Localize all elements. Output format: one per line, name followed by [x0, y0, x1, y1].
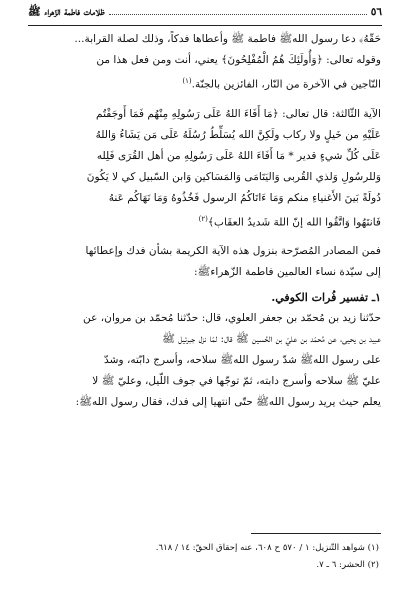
text-line: وَللرسُولِ وَلذي القُربى وَاليَتَامَى وَالمَسَاكين وَابن السّبيل كي لا يَكُونَ	[86, 170, 381, 183]
text-line: عليّ ﷺ سلاحه وأسرج دابته، ثمّ توجّها في جوف اللّيل، وعليّ ﷺ لا	[92, 375, 381, 388]
text-line: عبيد بن يحيى، عن مُحمّد بن عليّ بن الحُسين ﷺ قال: لمّا نزل جبرئيل ﷺ	[162, 333, 381, 346]
header-rule	[28, 25, 382, 26]
main-text	[30, 29, 381, 413]
text-line: إلى سيّدة نساء العالمين فاطمة الزّهراءﷺ:	[193, 266, 381, 279]
text-line: وقوله تعالى: ﴿وَأُولَئِكَ هُمُ الْمُفْلِحُونَ﴾ يعني، أنت ومن فعل هذا من	[96, 54, 381, 66]
text-line: عَلَى كُلِّ شيءٍ قدير * مَا أَفَاءَ اللهُ عَلَى رَسُولِهِ من أهل القُرَى فَلِله	[96, 149, 381, 162]
text-line: يعلم حيث يريد رسول اللهﷺ حتّى انتهيا إلى فدك، فقال رسول اللهﷺ:	[75, 396, 381, 409]
footnotes	[30, 540, 379, 574]
page-header	[28, 6, 382, 24]
text-span: فَانتَهُوا وَاتَّقُوا الله إنّ اللهَ شَديدُ العقَاب﴾	[207, 216, 381, 229]
footnote: (١) شواهد التّنزيل: ١ / ٥٧٠ ح ٦٠٨، عنه إحقاق الحقّ: ١٤ / ٦١٨.	[155, 543, 379, 553]
text-line	[30, 209, 381, 234]
text-line: على رسول اللهﷺ شدّ رسول اللهﷺ سلاحه، وأسرج دابّته، وشدّ	[104, 354, 381, 367]
text-line: عَلَيْهِ من خَيلٍ ولا ركاب ولَكِنَّ الله يُسَلِّطُ رُسُلَهُ عَلَى مَن يَشَاءُ وَاللهُ	[95, 128, 381, 141]
page-number: ٥٦	[370, 6, 382, 18]
header-dotted-leader	[109, 14, 367, 15]
footnote-marker: (٢)	[198, 214, 208, 223]
paragraph-gap	[30, 233, 381, 241]
footnote-marker: (١)	[182, 77, 192, 85]
text-line: دُولَةً بَينَ الأَغنياءِ منكم وَمَا ءَاتَاكُمُ الرسول فَخُذُوهُ وَمَا نَهَاكُم عَنهُ	[108, 191, 381, 204]
footnote: (٢) الحشر: ٦ ـ ٧.	[316, 560, 379, 570]
text-line: حدّثنا زيد بن مُحمّد بن جعفر العلوي، قال: حدّثنا مُحمّد بن مروان، عن	[83, 312, 381, 325]
section-heading: ١ـ تفسير فُرات الكوفي.	[271, 291, 381, 305]
text-line: الآية الثّالثة: قال تعالى: ﴿مَا أَفَاءَ اللهُ عَلَى رَسُولِهِ مِنْهُم فَمَا أَوجَفْتُم	[96, 107, 381, 120]
text-span: النّاجين في الآخرة من النّار، الفائزين بالجنّة.	[191, 78, 381, 91]
paragraph-gap	[30, 96, 381, 104]
running-title: ظلامات فاطمة الزّهراء ﷺ	[28, 6, 105, 18]
text-line: حَقّهُ﴾ دعا رسول اللهﷺ فاطمة ﷺ وأعطاها فدكاً، وذلك لصلة القرابة...	[74, 33, 381, 45]
text-line	[30, 71, 381, 96]
text-line: فمن المصادر المُصرّحة بنزول هذه الآية الكريمة بشأن فدك وإعطائها	[85, 245, 381, 258]
footnote-rule	[251, 533, 381, 534]
